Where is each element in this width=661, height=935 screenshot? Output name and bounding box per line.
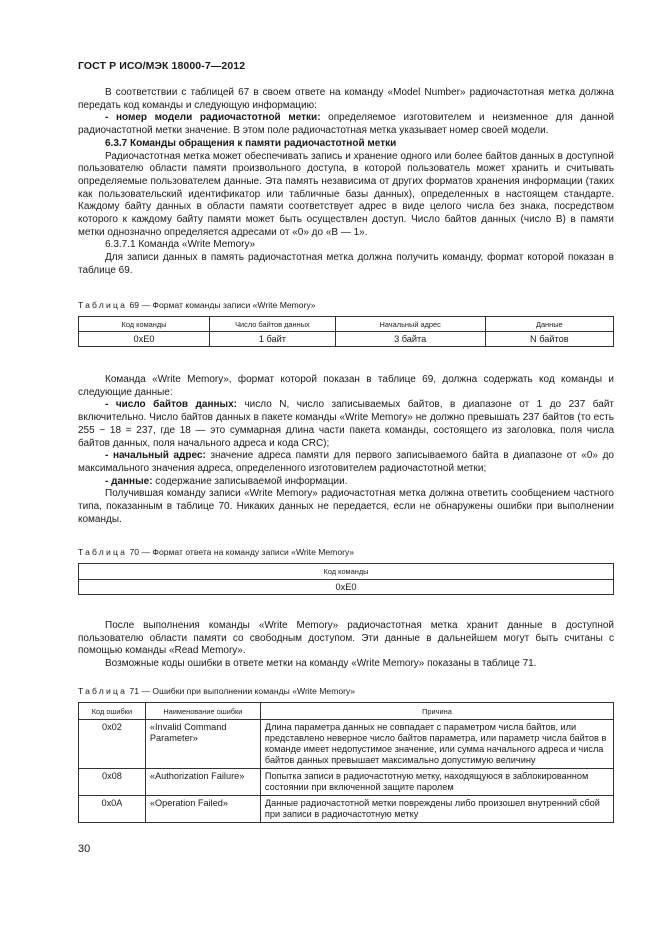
paragraph: Возможные коды ошибки в ответе метки на команду «Write Memory» показаны в таблице 71. (105, 658, 537, 670)
table-71-block (78, 686, 614, 823)
list-item-byte-count (78, 399, 614, 450)
table-caption (78, 686, 614, 697)
table-header-cell: Причина (260, 703, 613, 720)
table-header-cell: Число байтов данных (210, 317, 336, 332)
term: - номер модели радиочастотной метки: (105, 112, 321, 124)
definition: содержание записываемой информации. (152, 475, 348, 487)
error-reason-cell: Длина параметра данных не совпадает с параметром числа байтов, или представлено неверное число байтов параметра, или параметр числа байтов в команде имеет недопустимое значение, или сумма начального адреса и числа байтов данных превышает максимально допустимую величину (260, 720, 613, 769)
error-name-cell: «Authorization Failure» (145, 769, 260, 796)
table-header-row (79, 703, 614, 720)
table-row (79, 720, 614, 769)
table-header-row (79, 317, 614, 332)
table-row (79, 580, 614, 595)
table-header-cell: Данные (485, 317, 613, 332)
table-70 (78, 563, 614, 595)
table-row (79, 796, 614, 823)
paragraph: В соответствии с таблицей 67 в своем ответе на команду «Model Number» радиочастотная метка должна передать код команды и следующую информацию: (78, 87, 614, 111)
section-title: 6.3.7 Команды обращения к памяти радиочастотной метки (105, 137, 397, 149)
table-69 (78, 316, 614, 347)
caption-text: 71 — Ошибки при выполнении команды «Write Memory» (127, 686, 356, 696)
table-cell: N байтов (485, 332, 613, 347)
error-name-cell: «Invalid Command Parameter» (145, 720, 260, 769)
section-after-write (78, 620, 614, 671)
error-code-cell: 0x0A (79, 796, 146, 823)
table-cell: 0xE0 (79, 580, 614, 595)
table-header-cell: Код ошибки (79, 703, 146, 720)
table-header-cell: Код команды (79, 317, 210, 332)
term: - данные: (105, 475, 153, 487)
term: - число байтов данных: (105, 399, 237, 411)
document-header: ГОСТ Р ИСО/МЭК 18000-7—2012 (78, 60, 246, 72)
table-cell: 1 байт (210, 332, 336, 347)
table-row (79, 769, 614, 796)
section-write-memory (78, 374, 614, 526)
page-number: 30 (78, 843, 91, 855)
term: - начальный адрес: (105, 450, 206, 462)
paragraph: Получившая команду записи «Write Memory» радиочастотная метка должна ответить сообщением частного типа, показанным в таблице 70. Никаких данных не передается, если не обнаружены ошибки при выполнении команды. (78, 488, 614, 525)
error-code-cell: 0x08 (79, 769, 146, 796)
section-intro (78, 87, 614, 278)
table-row (79, 332, 614, 347)
paragraph: Радиочастотная метка может обеспечивать запись и хранение одного или более байтов данных в доступной пользователю области памяти произвольного доступа, в которой пользователь может хранить и считывать определяемые пользователем данные. Эта память независима от других форматов хранения информации (таких как пользовательский идентификатор или табличные базы данных), определенных в настоящем стандарте. Каждому байту данных в области памяти соответствует адрес в виде целого числа без знака, посредством которого к каждому байту памяти может быть осуществлен доступ. Число байтов данных (число B) в памяти метки однозначно определяется адресами от «0» до «B — 1». (78, 150, 614, 238)
table-caption (78, 300, 614, 311)
paragraph: Для записи данных в память радиочастотная метка должна получить команду, формат которой показан в таблице 69. (78, 252, 614, 276)
table-cell: 0xE0 (79, 332, 210, 347)
table-caption (78, 547, 614, 558)
definition: определяемое изготовителем и неизменное для данной радиочастотной метки значение. В этом поле радиочастотная метка указывает номер своей модели. (78, 112, 614, 137)
definition: значение адреса памяти для первого записываемого байта в диапазоне от «0» до максимального значения адреса, определенного изготовителем радиочастотной метки; (78, 450, 614, 474)
error-reason-cell: Данные радиочастотной метки повреждены либо произошел внутренний сбой при записи в радиочастотную метку (260, 796, 613, 823)
table-cell: 3 байта (335, 332, 485, 347)
list-item-start-address (78, 450, 614, 475)
caption-text: 69 — Формат команды записи «Write Memory» (127, 300, 316, 310)
definition: число N, число записываемых байтов, в диапазоне от 1 до 237 байт включительно. Число байтов данных в пакете команды «Write Memory» не должно превышать 237 байтов (то есть 255 − 18 = 237, где 18 — это суммарная длина части пакета команды, состоящего из заголовка, поля числа байтов данных, поля начального адреса и кода CRC); (78, 399, 614, 449)
paragraph: После выполнения команды «Write Memory» радиочастотная метка хранит данные в доступной пользователю области памяти со свободным доступом. Эти данные в дальнейшем могут быть считаны с помощью команды «Read Memory». (78, 620, 614, 657)
table-header-cell: Наименование ошибки (145, 703, 260, 720)
table-71 (78, 702, 614, 823)
error-name-cell: «Operation Failed» (145, 796, 260, 823)
list-item-model-number (78, 112, 614, 137)
list-item-data (78, 476, 614, 489)
table-70-block (78, 547, 614, 595)
paragraph: Команда «Write Memory», формат которой показан в таблице 69, должна содержать код команды и следующие данные: (78, 374, 614, 398)
table-69-block (78, 300, 614, 347)
table-header-row (79, 564, 614, 580)
error-code-cell: 0x02 (79, 720, 146, 769)
error-reason-cell: Попытка записи в радиочастотную метку, находящуюся в заблокированном состоянии при включенной защите паролем (260, 769, 613, 796)
table-header-cell: Начальный адрес (335, 317, 485, 332)
caption-label: Таблица (78, 547, 128, 557)
subsection-title: 6.3.7.1 Команда «Write Memory» (105, 239, 256, 251)
table-header-cell: Код команды (79, 564, 614, 580)
caption-label: Таблица (78, 300, 128, 310)
caption-label: Таблица (78, 686, 128, 696)
caption-text: 70 — Формат ответа на команду записи «Write Memory» (127, 547, 355, 557)
